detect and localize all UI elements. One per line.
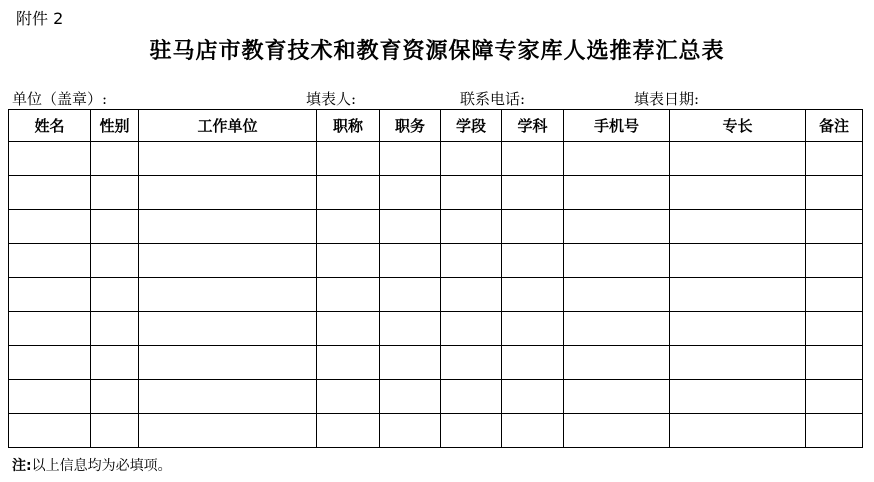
table-cell[interactable] [670, 414, 806, 448]
table-cell[interactable] [502, 346, 564, 380]
header-school-level: 学段 [441, 110, 502, 142]
table-cell[interactable] [91, 210, 139, 244]
table-cell[interactable] [441, 278, 502, 312]
table-cell[interactable] [317, 244, 380, 278]
table-cell[interactable] [502, 278, 564, 312]
table-cell[interactable] [806, 142, 863, 176]
header-subject: 学科 [502, 110, 564, 142]
table-cell[interactable] [441, 142, 502, 176]
table-cell[interactable] [806, 176, 863, 210]
table-cell[interactable] [502, 312, 564, 346]
table-cell[interactable] [564, 210, 670, 244]
header-specialty: 专长 [670, 110, 806, 142]
table-cell[interactable] [317, 312, 380, 346]
table-cell[interactable] [139, 380, 317, 414]
table-cell[interactable] [91, 346, 139, 380]
fill-date-label: 填表日期: [634, 90, 700, 108]
table-cell[interactable] [670, 244, 806, 278]
table-cell[interactable] [502, 142, 564, 176]
table-cell[interactable] [139, 414, 317, 448]
table-cell[interactable] [91, 414, 139, 448]
table-row [9, 346, 863, 380]
table-cell[interactable] [380, 414, 441, 448]
table-cell[interactable] [317, 346, 380, 380]
header-name: 姓名 [9, 110, 91, 142]
table-cell[interactable] [441, 380, 502, 414]
table-cell[interactable] [317, 142, 380, 176]
table-cell[interactable] [9, 312, 91, 346]
table-row [9, 176, 863, 210]
table-cell[interactable] [380, 142, 441, 176]
footnote [12, 455, 172, 475]
header-position: 职务 [380, 110, 441, 142]
table-row [9, 142, 863, 176]
table-cell[interactable] [91, 142, 139, 176]
table-cell[interactable] [139, 312, 317, 346]
table-cell[interactable] [9, 244, 91, 278]
table-row [9, 244, 863, 278]
table-cell[interactable] [139, 278, 317, 312]
table-row [9, 312, 863, 346]
header-remarks: 备注 [806, 110, 863, 142]
table-body [9, 142, 863, 448]
table-row [9, 380, 863, 414]
table-cell[interactable] [317, 380, 380, 414]
table-cell[interactable] [91, 312, 139, 346]
table-cell[interactable] [9, 380, 91, 414]
table-cell[interactable] [9, 414, 91, 448]
table-cell[interactable] [806, 312, 863, 346]
table-cell[interactable] [139, 176, 317, 210]
table-cell[interactable] [9, 176, 91, 210]
table-cell[interactable] [380, 244, 441, 278]
table-cell[interactable] [91, 244, 139, 278]
table-header-row [9, 110, 863, 142]
table-cell[interactable] [502, 244, 564, 278]
table-cell[interactable] [380, 346, 441, 380]
table-cell[interactable] [564, 278, 670, 312]
attachment-label: 附件 2 [16, 9, 64, 28]
table-cell[interactable] [380, 380, 441, 414]
table-cell[interactable] [380, 176, 441, 210]
table-cell[interactable] [91, 380, 139, 414]
table-cell[interactable] [564, 312, 670, 346]
footnote-text: 以上信息均为必填项。 [31, 458, 172, 474]
phone-label: 联系电话: [460, 90, 526, 108]
table-cell[interactable] [139, 244, 317, 278]
table-row [9, 414, 863, 448]
table-cell[interactable] [441, 176, 502, 210]
unit-seal-label: 单位（盖章）: [12, 90, 108, 108]
table-cell[interactable] [502, 414, 564, 448]
table-cell[interactable] [564, 414, 670, 448]
table-cell[interactable] [670, 142, 806, 176]
table-cell[interactable] [670, 278, 806, 312]
table-cell[interactable] [441, 414, 502, 448]
table-cell[interactable] [441, 244, 502, 278]
table-cell[interactable] [9, 278, 91, 312]
table-cell[interactable] [9, 142, 91, 176]
header-mobile: 手机号 [564, 110, 670, 142]
table-cell[interactable] [670, 210, 806, 244]
table-cell[interactable] [91, 176, 139, 210]
header-title: 职称 [317, 110, 380, 142]
table-cell[interactable] [502, 380, 564, 414]
header-gender: 性别 [91, 110, 139, 142]
expert-summary-table [8, 109, 863, 448]
table-cell[interactable] [139, 346, 317, 380]
table-cell[interactable] [441, 210, 502, 244]
table-cell[interactable] [564, 142, 670, 176]
page-title: 驻马店市教育技术和教育资源保障专家库人选推荐汇总表 [149, 38, 725, 64]
table-cell[interactable] [139, 210, 317, 244]
table-cell[interactable] [317, 176, 380, 210]
table-cell[interactable] [806, 244, 863, 278]
table-cell[interactable] [564, 346, 670, 380]
table-cell[interactable] [806, 380, 863, 414]
table-cell[interactable] [670, 312, 806, 346]
table-cell[interactable] [9, 346, 91, 380]
table-cell[interactable] [564, 244, 670, 278]
table-cell[interactable] [670, 380, 806, 414]
footnote-prefix: 注: [12, 458, 32, 474]
table-cell[interactable] [9, 210, 91, 244]
table-cell[interactable] [670, 176, 806, 210]
table-cell[interactable] [806, 210, 863, 244]
table-cell[interactable] [380, 210, 441, 244]
table-cell[interactable] [670, 346, 806, 380]
table-cell[interactable] [317, 278, 380, 312]
table-row [9, 278, 863, 312]
table-cell[interactable] [564, 380, 670, 414]
table-cell[interactable] [317, 414, 380, 448]
table-cell[interactable] [502, 176, 564, 210]
table-cell[interactable] [564, 176, 670, 210]
table-cell[interactable] [380, 312, 441, 346]
table-cell[interactable] [139, 142, 317, 176]
table-row [9, 210, 863, 244]
table-cell[interactable] [317, 210, 380, 244]
table-cell[interactable] [91, 278, 139, 312]
table-cell[interactable] [806, 278, 863, 312]
filler-label: 填表人: [306, 90, 357, 108]
table-cell[interactable] [502, 210, 564, 244]
table-cell[interactable] [806, 414, 863, 448]
header-workplace: 工作单位 [139, 110, 317, 142]
table-cell[interactable] [441, 312, 502, 346]
table-cell[interactable] [441, 346, 502, 380]
table-cell[interactable] [806, 346, 863, 380]
table-cell[interactable] [380, 278, 441, 312]
